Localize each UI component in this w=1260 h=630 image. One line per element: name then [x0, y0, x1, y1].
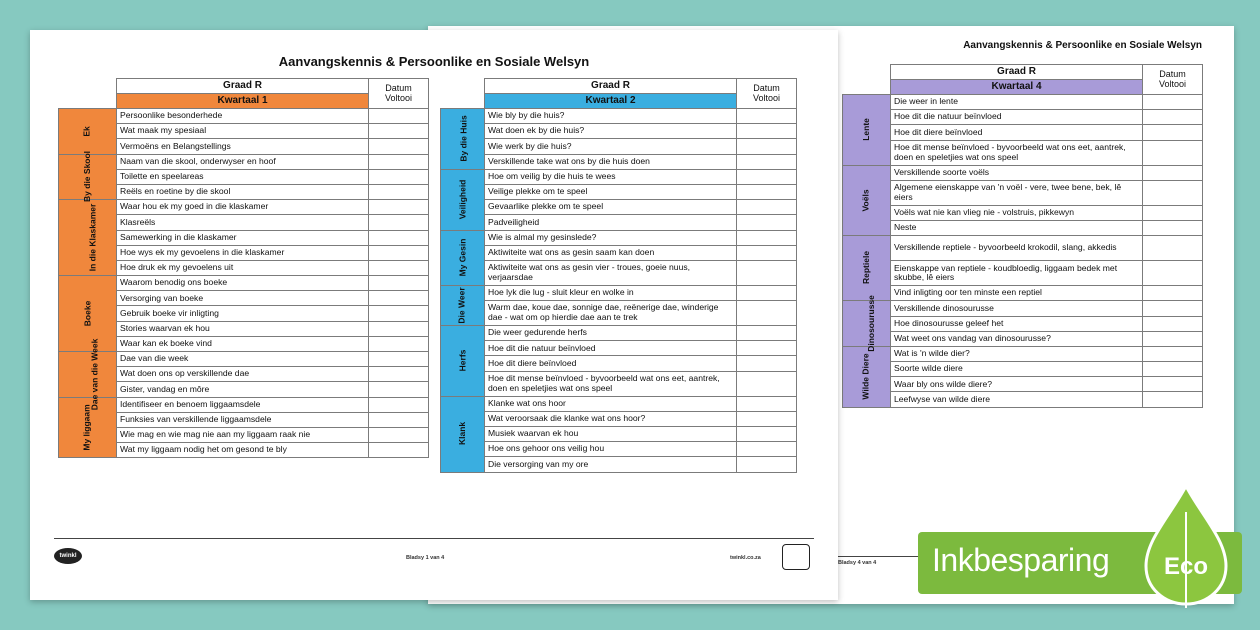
topic-item: Hoe dit mense beïnvloed - byvoorbeeld wat ons eet, aantrek, doen en speletjies wat ons speel [891, 140, 1143, 165]
topic-item: Hoe dit die natuur beïnvloed [485, 341, 737, 356]
topic-label [441, 396, 485, 472]
topic-item: Toilette en speelareas [117, 169, 369, 184]
topic-item: Verskillende take wat ons by die huis doen [485, 154, 737, 169]
table-row [441, 356, 797, 371]
topic-label [59, 338, 117, 410]
topic-item: Hoe dit diere beïnvloed [891, 125, 1143, 140]
term-heading: Kwartaal 1 [117, 94, 369, 109]
table-row [441, 396, 797, 411]
topic-label-text: Dinosourusse [865, 294, 876, 352]
date-completed-cell[interactable] [737, 109, 797, 124]
date-completed-heading: Datum Voltooi [1143, 65, 1203, 95]
topic-label-text: Herfs [457, 349, 468, 372]
topic-label [441, 326, 485, 397]
date-completed-cell[interactable] [369, 382, 429, 397]
grade-heading: Graad R [891, 65, 1143, 80]
date-completed-cell[interactable] [737, 139, 797, 154]
date-completed-cell[interactable] [1143, 362, 1203, 377]
table-row [59, 276, 429, 291]
topic-item: Hoe druk ek my gevoelens uit [117, 260, 369, 275]
table-row [843, 346, 1203, 361]
date-completed-cell[interactable] [1143, 286, 1203, 301]
topic-item: Versorging van boeke [117, 291, 369, 306]
date-completed-cell[interactable] [369, 109, 429, 124]
worksheet-page-front [30, 30, 838, 600]
topic-item: Wie mag en wie mag nie aan my liggaam raak nie [117, 427, 369, 442]
topic-item: Wat my liggaam nodig het om gesond te bly [117, 443, 369, 458]
topic-item: Die versorging van my ore [485, 457, 737, 472]
topic-label-text: Reptiele [861, 251, 872, 285]
topic-item: Hoe dit mense beïnvloed - byvoorbeeld wat ons eet, aantrek, doen en speletjies wat ons speel [485, 371, 737, 396]
table-row [441, 245, 797, 260]
topic-label-text: By die Huis [458, 115, 469, 162]
topic-item: Samewerking in die klaskamer [117, 230, 369, 245]
date-completed-cell[interactable] [737, 154, 797, 169]
table-row [843, 180, 1203, 205]
date-completed-cell[interactable] [369, 154, 429, 169]
table-row [59, 154, 429, 169]
table-row [59, 200, 429, 215]
topic-item: Vind inligting oor ten minste een reptiel [891, 286, 1143, 301]
topic-item: Persoonlike besonderhede [117, 109, 369, 124]
date-completed-cell[interactable] [737, 326, 797, 341]
date-completed-cell[interactable] [737, 285, 797, 300]
date-completed-cell[interactable] [737, 427, 797, 442]
topic-item: Hoe om veilig by die huis te wees [485, 169, 737, 184]
date-completed-cell[interactable] [1143, 301, 1203, 316]
topic-label [843, 346, 891, 407]
table-row [843, 301, 1203, 316]
date-completed-cell[interactable] [1143, 316, 1203, 331]
topic-item: Musiek waarvan ek hou [485, 427, 737, 442]
topic-item: Verskillende soorte voëls [891, 165, 1143, 180]
topic-item: Waar hou ek my goed in die klaskamer [117, 200, 369, 215]
date-completed-cell[interactable] [369, 245, 429, 260]
eco-label: Eco [1163, 553, 1209, 580]
page-number: Bladsy 1 van 4 [406, 555, 445, 561]
table-row [441, 215, 797, 230]
twinkl-quality-badge-icon [782, 544, 810, 570]
date-completed-cell[interactable] [369, 215, 429, 230]
table-row [843, 95, 1203, 110]
table-row [843, 220, 1203, 235]
footer-divider [54, 538, 814, 539]
table-row [441, 285, 797, 300]
topic-label [441, 169, 485, 230]
topic-label-text: Veiligheid [457, 179, 468, 220]
date-completed-cell[interactable] [1143, 236, 1203, 261]
topic-item: Verskillende dinosourusse [891, 301, 1143, 316]
topic-item: Veilige plekke om te speel [485, 184, 737, 199]
topic-label-text: By die Skool [82, 151, 93, 203]
topic-item: Hoe lyk die lug - sluit kleur en wolke in [485, 285, 737, 300]
date-completed-cell[interactable] [737, 301, 797, 326]
topic-item: Dae van die week [117, 352, 369, 367]
table-row [441, 139, 797, 154]
topic-item: Waarom benodig ons boeke [117, 276, 369, 291]
topic-label-text: Die Weer [457, 287, 468, 324]
date-completed-cell[interactable] [737, 230, 797, 245]
table-row [843, 316, 1203, 331]
term-heading: Kwartaal 4 [891, 80, 1143, 95]
date-completed-cell[interactable] [737, 457, 797, 472]
date-completed-cell[interactable] [737, 184, 797, 199]
topic-item: Algemene eienskappe van 'n voël - vere, twee bene, bek, lê eiers [891, 180, 1143, 205]
date-completed-cell[interactable] [369, 184, 429, 199]
topic-item: Reëls en roetine by die skool [117, 184, 369, 199]
table-row [843, 140, 1203, 165]
topic-label [441, 230, 485, 285]
table-row [843, 236, 1203, 261]
date-completed-cell[interactable] [737, 411, 797, 426]
table-row [441, 442, 797, 457]
topic-item: Waar kan ek boeke vind [117, 336, 369, 351]
table-row [843, 125, 1203, 140]
topic-item: Hoe wys ek my gevoelens in die klaskamer [117, 245, 369, 260]
topic-item: Hoe ons gehoor ons veilig hou [485, 442, 737, 457]
topic-label [843, 165, 891, 236]
topic-item: Identifiseer en benoem liggaamsdele [117, 397, 369, 412]
topic-item: Naam van die skool, onderwyser en hoof [117, 154, 369, 169]
date-completed-cell[interactable] [369, 169, 429, 184]
topic-label-text: Boeke [82, 300, 93, 326]
topic-item: Aktiwiteite wat ons as gesin saam kan doen [485, 245, 737, 260]
topic-item: Wat doen ons op verskillende dae [117, 367, 369, 382]
date-completed-cell[interactable] [369, 321, 429, 336]
topic-label-text: In die Klaskamer [87, 203, 98, 272]
table-row [59, 352, 429, 367]
topic-item: Hoe dinosourusse geleef het [891, 316, 1143, 331]
table-row [843, 377, 1203, 392]
table-row [843, 110, 1203, 125]
date-completed-cell[interactable] [737, 169, 797, 184]
topic-label [59, 109, 117, 155]
checklist-table [842, 64, 1203, 408]
date-completed-cell[interactable] [1143, 346, 1203, 361]
topic-label [59, 200, 117, 276]
date-completed-cell[interactable] [369, 291, 429, 306]
checklist-table [440, 78, 797, 473]
topic-item: Eienskappe van reptiele - koudbloedig, liggaam bedek met skubbe, lê eiers [891, 261, 1143, 286]
topic-item: Waar bly ons wilde diere? [891, 377, 1143, 392]
table-row [843, 392, 1203, 407]
table-row [441, 230, 797, 245]
date-completed-cell[interactable] [369, 336, 429, 351]
date-completed-cell[interactable] [737, 245, 797, 260]
topic-item: Voëls wat nie kan vlieg nie - volstruis, pikkewyn [891, 205, 1143, 220]
date-completed-cell[interactable] [737, 396, 797, 411]
table-row [441, 427, 797, 442]
grade-heading: Graad R [117, 79, 369, 94]
topic-item: Warm dae, koue dae, sonnige dae, reënerige dae, winderige dae - wat om op hierdie dae aan te trek [485, 301, 737, 326]
table-row [441, 169, 797, 184]
topic-item: Wie is almal my gesinslede? [485, 230, 737, 245]
table-row [59, 109, 429, 124]
date-completed-cell[interactable] [737, 371, 797, 396]
checklist-table [58, 78, 429, 458]
topic-item: Stories waarvan ek hou [117, 321, 369, 336]
topic-item: Neste [891, 220, 1143, 235]
date-completed-cell[interactable] [1143, 95, 1203, 110]
date-completed-cell[interactable] [369, 397, 429, 412]
topic-item: Wie werk by die huis? [485, 139, 737, 154]
topic-label [843, 95, 891, 166]
date-completed-cell[interactable] [1143, 165, 1203, 180]
date-completed-cell[interactable] [369, 443, 429, 458]
topic-label-text: Wilde Diere [861, 353, 872, 400]
date-completed-cell[interactable] [737, 215, 797, 230]
topic-label [843, 294, 891, 352]
topic-item: Klanke wat ons hoor [485, 396, 737, 411]
twinkl-logo: twinkl [54, 548, 82, 564]
date-completed-cell[interactable] [369, 427, 429, 442]
date-completed-cell[interactable] [737, 260, 797, 285]
table-row [843, 261, 1203, 286]
date-completed-cell[interactable] [369, 352, 429, 367]
topic-label-text: Dae van die Week [89, 338, 100, 410]
topic-item: Wat is 'n wilde dier? [891, 346, 1143, 361]
topic-item: Die weer in lente [891, 95, 1143, 110]
topic-item: Gebruik boeke vir inligting [117, 306, 369, 321]
table-row [441, 371, 797, 396]
table-row [843, 165, 1203, 180]
table-row [441, 326, 797, 341]
date-completed-cell[interactable] [369, 306, 429, 321]
table-row [441, 411, 797, 426]
date-completed-cell[interactable] [1143, 140, 1203, 165]
topic-item: Die weer gedurende herfs [485, 326, 737, 341]
topic-label-text: My Gesin [457, 238, 468, 277]
table-row [441, 260, 797, 285]
topic-label-text: Klank [457, 422, 468, 446]
topic-item: Gister, vandag en môre [117, 382, 369, 397]
date-completed-cell[interactable] [1143, 261, 1203, 286]
website-url: twinkl.co.za [730, 555, 761, 561]
topic-item: Vermoëns en Belangstellings [117, 139, 369, 154]
date-completed-cell[interactable] [737, 356, 797, 371]
date-completed-cell[interactable] [369, 200, 429, 215]
topic-label [441, 109, 485, 170]
topic-item: Leefwyse van wilde diere [891, 392, 1143, 407]
date-completed-cell[interactable] [737, 124, 797, 139]
topic-item: Klasreëls [117, 215, 369, 230]
date-completed-cell[interactable] [1143, 205, 1203, 220]
topic-item: Verskillende reptiele - byvoorbeeld krokodil, slang, akkedis [891, 236, 1143, 261]
date-completed-cell[interactable] [369, 367, 429, 382]
table-row [843, 205, 1203, 220]
date-completed-cell[interactable] [737, 341, 797, 356]
date-completed-cell[interactable] [369, 412, 429, 427]
date-completed-cell[interactable] [1143, 392, 1203, 407]
table-row [441, 341, 797, 356]
table-row [441, 154, 797, 169]
eco-leaf-drop-icon [1142, 482, 1230, 610]
table-row [441, 200, 797, 215]
topic-item: Wat maak my spesiaal [117, 124, 369, 139]
date-completed-cell[interactable] [369, 139, 429, 154]
table-row [59, 397, 429, 412]
date-completed-cell[interactable] [737, 442, 797, 457]
topic-label-text: Lente [861, 118, 872, 141]
table-row [441, 457, 797, 472]
date-completed-cell[interactable] [737, 200, 797, 215]
table-row [843, 286, 1203, 301]
page-number: Bladsy 4 van 4 [838, 560, 877, 566]
topic-label-text: Voëls [861, 189, 872, 212]
date-completed-cell[interactable] [369, 124, 429, 139]
date-completed-cell[interactable] [369, 276, 429, 291]
topic-label [59, 151, 117, 203]
table-row [843, 362, 1203, 377]
topic-label [59, 276, 117, 352]
date-completed-cell[interactable] [369, 260, 429, 275]
table-row [441, 301, 797, 326]
date-completed-cell[interactable] [1143, 220, 1203, 235]
topic-item: Wat weet ons vandag van dinosourusse? [891, 331, 1143, 346]
table-row [441, 184, 797, 199]
topic-item: Funksies van verskillende liggaamsdele [117, 412, 369, 427]
topic-label [843, 236, 891, 301]
topic-item: Gevaarlike plekke om te speel [485, 200, 737, 215]
term-heading: Kwartaal 2 [485, 94, 737, 109]
topic-item: Wie bly by die huis? [485, 109, 737, 124]
topic-label [441, 285, 485, 325]
date-completed-cell[interactable] [1143, 110, 1203, 125]
topic-item: Hoe dit die natuur beïnvloed [891, 110, 1143, 125]
table-row [441, 124, 797, 139]
topic-item: Wat doen ek by die huis? [485, 124, 737, 139]
table-row [441, 109, 797, 124]
date-completed-heading: Datum Voltooi [737, 79, 797, 109]
date-completed-cell[interactable] [1143, 125, 1203, 140]
topic-item: Aktiwiteite wat ons as gesin vier - troues, goeie nuus, verjaarsdae [485, 260, 737, 285]
date-completed-cell[interactable] [1143, 331, 1203, 346]
date-completed-cell[interactable] [369, 230, 429, 245]
grade-heading: Graad R [485, 79, 737, 94]
date-completed-cell[interactable] [1143, 180, 1203, 205]
ink-saving-label: Inkbesparing [932, 542, 1110, 578]
topic-label [59, 397, 117, 458]
date-completed-heading: Datum Voltooi [369, 79, 429, 109]
topic-item: Padveiligheid [485, 215, 737, 230]
topic-label-text: My liggaam [82, 403, 93, 451]
table-row [843, 331, 1203, 346]
topic-label-text: Ek [82, 125, 93, 137]
topic-item: Soorte wilde diere [891, 362, 1143, 377]
topic-item: Hoe dit diere beïnvloed [485, 356, 737, 371]
topic-item: Wat veroorsaak die klanke wat ons hoor? [485, 411, 737, 426]
date-completed-cell[interactable] [1143, 377, 1203, 392]
page-title: Aanvangskennis & Persoonlike en Sosiale Welsyn [963, 40, 1202, 51]
page-title: Aanvangskennis & Persoonlike en Sosiale Welsyn [278, 54, 590, 69]
